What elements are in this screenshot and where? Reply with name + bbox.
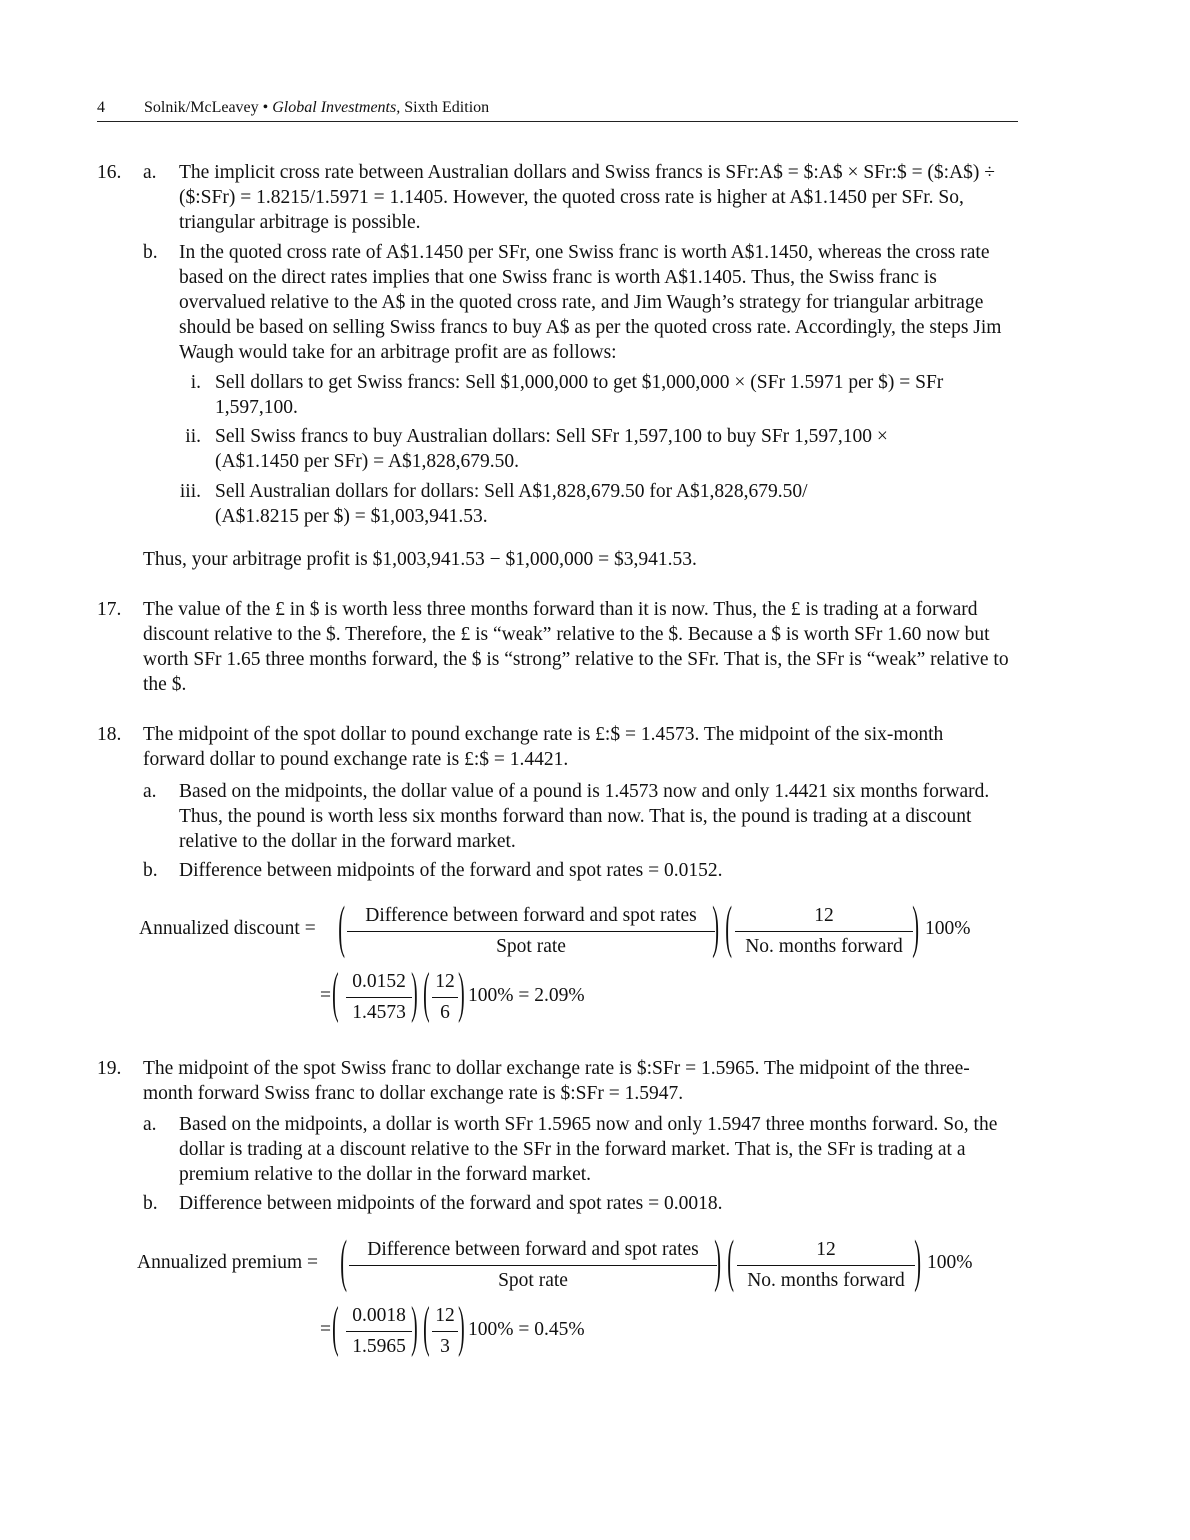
numerator: 0.0018 <box>352 1305 406 1326</box>
part-label: b. <box>143 1193 158 1214</box>
denominator: 1.5965 <box>352 1336 406 1357</box>
equals-sign: = <box>320 985 331 1006</box>
part-label: a. <box>143 162 157 183</box>
part-b-text: In the quoted cross rate of A$1.1450 per SFr, one Swiss franc is worth A$1.1450, whereas the cross rate based on the direct rates implies that one Swiss franc is worth A$1.1405. Thus, the Swiss franc is overvalued relative to the A$ in the quoted cross rate, and Jim Waugh’s strategy for triangular arbitrage should be based on selling Swiss francs to buy A$ as per the quoted cross rate. Accordingly, the steps Jim Waugh would take for an arbitrage profit are as follows: <box>179 242 1002 363</box>
denominator: 1.4573 <box>352 1002 406 1023</box>
part-label: a. <box>143 1114 157 1135</box>
left-paren: ( <box>725 894 733 959</box>
fraction-rate-difference <box>347 903 715 959</box>
fraction-values <box>346 1303 412 1359</box>
denominator: Spot rate <box>496 936 566 957</box>
part-label: b. <box>143 242 158 263</box>
right-paren: ) <box>712 894 720 959</box>
right-paren: ) <box>411 1296 418 1358</box>
conclusion-text: Thus, your arbitrage profit is $1,003,941.53 − $1,000,000 = $3,941.53. <box>143 549 697 570</box>
running-header <box>97 97 1018 122</box>
question-text: The midpoint of the spot dollar to pound exchange rate is £:$ = 1.4573. The midpoint of the six-month forward dollar to pound exchange rate is £:$ = 1.4421. <box>143 724 944 770</box>
part-b-text: Difference between midpoints of the forward and spot rates = 0.0018. <box>179 1193 723 1214</box>
part-a-text: The implicit cross rate between Australian dollars and Swiss francs is SFr:A$ = $:A$ × SFr:$ = ($:A$) ÷ ($:SFr) = 1.8215/1.5971 = 1.1405. However, the quoted cross rate is higher at A$1.1450 per SFr. So, triangular arbitrage is possible. <box>179 162 996 233</box>
left-paren: ( <box>338 894 346 959</box>
fraction-months-values <box>432 1303 458 1359</box>
right-paren: ) <box>914 1228 922 1293</box>
step-text: Sell Swiss francs to buy Australian dollars: Sell SFr 1,597,100 to buy SFr 1,597,100 × (A$1.1450 per SFr) = A$1,828,679.50. <box>215 426 888 472</box>
question-text: The value of the £ in $ is worth less three months forward than it is now. Thus, the £ is trading at a forward discount relative to the $. Therefore, the £ is “weak” relative to the $. Because a $ is worth SFr 1.60 now but worth SFr 1.65 three months forward, the $ is “strong” relative to the SFr. That is, the SFr is “weak” relative to the $. <box>143 599 1009 695</box>
numerator: 12 <box>435 971 455 992</box>
right-paren: ) <box>411 962 418 1024</box>
fraction-months <box>737 1237 915 1293</box>
denominator: Spot rate <box>498 1270 568 1291</box>
part-b-text: Difference between midpoints of the forward and spot rates = 0.0152. <box>179 860 723 881</box>
formula-lhs: Annualized premium = <box>137 1252 319 1273</box>
left-paren: ( <box>423 962 430 1024</box>
step-label: ii. <box>185 426 201 447</box>
numerator: Difference between forward and spot rates <box>367 1239 699 1260</box>
question-text: The midpoint of the spot Swiss franc to dollar exchange rate is $:SFr = 1.5965. The midpoint of the three-month forward Swiss franc to dollar exchange rate is $:SFr = 1.5947. <box>143 1058 970 1104</box>
numerator: 0.0152 <box>352 971 406 992</box>
part-label: b. <box>143 860 158 881</box>
right-paren: ) <box>714 1228 722 1293</box>
part-a-text: Based on the midpoints, the dollar value of a pound is 1.4573 now and only 1.4421 six months forward. Thus, the pound is worth less six months forward than now. That is, the pound is trading at a discount relative to the dollar in the forward market. <box>179 781 990 852</box>
left-paren: ( <box>340 1228 348 1293</box>
fraction-months-values <box>432 969 458 1025</box>
formula-result: 100% = 2.09% <box>468 985 585 1006</box>
left-paren: ( <box>332 962 339 1024</box>
part-label: a. <box>143 781 157 802</box>
page-number: 4 <box>97 99 105 116</box>
step-text: Sell dollars to get Swiss francs: Sell $1,000,000 to get $1,000,000 × (SFr 1.5971 per $) = SFr 1,597,100. <box>215 372 944 418</box>
question-number: 18. <box>97 724 122 745</box>
formula-result: 100% = 0.45% <box>468 1319 585 1340</box>
equals-sign: = <box>320 1319 331 1340</box>
left-paren: ( <box>423 1296 430 1358</box>
denominator: No. months forward <box>747 1270 905 1291</box>
question-number: 17. <box>97 599 122 620</box>
question-number: 16. <box>97 162 122 183</box>
step-text: Sell Australian dollars for dollars: Sell A$1,828,679.50 for A$1,828,679.50/ (A$1.8215 per $) = $1,003,941.53. <box>215 481 808 527</box>
numerator: Difference between forward and spot rates <box>365 905 697 926</box>
fraction-rate-difference <box>349 1237 717 1293</box>
denominator: No. months forward <box>745 936 903 957</box>
right-paren: ) <box>458 962 465 1024</box>
header-edition: Sixth Edition <box>404 99 490 116</box>
denominator: 3 <box>440 1336 450 1357</box>
fraction-values <box>346 969 412 1025</box>
right-paren: ) <box>458 1296 465 1358</box>
formula-lhs: Annualized discount = <box>139 918 316 939</box>
header-authors: Solnik/McLeavey <box>144 99 259 116</box>
formula-tail: 100% <box>925 918 971 939</box>
left-paren: ( <box>727 1228 735 1293</box>
header-bullet: • <box>262 99 269 116</box>
numerator: 12 <box>435 1305 455 1326</box>
step-label: iii. <box>179 481 201 502</box>
numerator: 12 <box>816 1239 836 1260</box>
fraction-months <box>735 903 913 959</box>
numerator: 12 <box>814 905 834 926</box>
part-a-text: Based on the midpoints, a dollar is worth SFr 1.5965 now and only 1.5947 three months forward. So, the dollar is trading at a discount relative to the SFr in the forward market. That is, the SFr is trading at a premium relative to the dollar in the forward market. <box>179 1114 998 1185</box>
right-paren: ) <box>912 894 920 959</box>
formula-tail: 100% <box>927 1252 973 1273</box>
header-book-title: Global Investments, <box>272 99 401 116</box>
step-label: i. <box>190 372 201 393</box>
question-number: 19. <box>97 1058 122 1079</box>
left-paren: ( <box>332 1296 339 1358</box>
denominator: 6 <box>440 1002 450 1023</box>
